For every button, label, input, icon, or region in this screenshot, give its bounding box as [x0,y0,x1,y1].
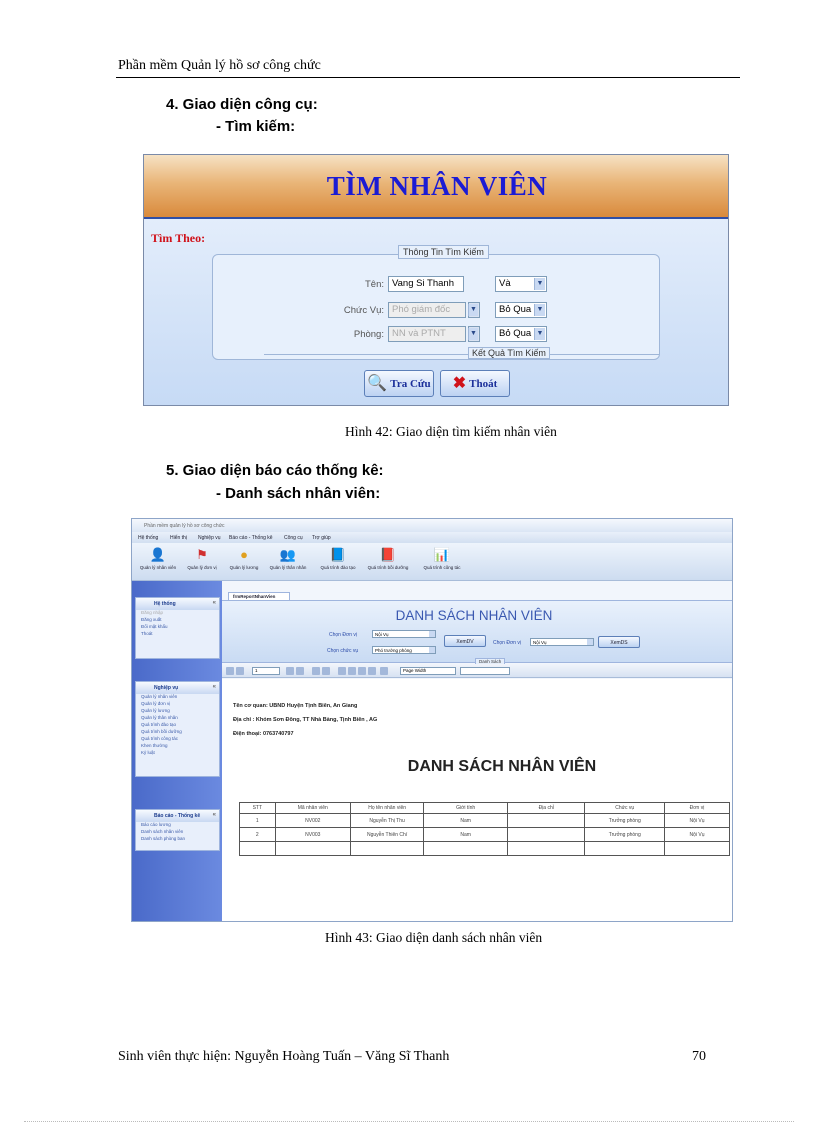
choose-unit2-label: Chọn Đơn vị [493,640,522,646]
name-input[interactable]: Vang Si Thanh [388,276,464,292]
chart-export-icon[interactable] [380,667,388,675]
navigation-sidebar [132,581,222,922]
search-button[interactable] [364,370,434,397]
figure-43-caption: Hình 43: Giao diện danh sách nhân viên [325,930,543,945]
search-info-legend: Thông Tin Tìm Kiếm [398,245,489,259]
col-position: Chức vụ [585,803,665,814]
department-dropdown[interactable] [468,326,480,342]
section-5-heading: 5. Giao diện báo cáo thống kê: [166,462,384,479]
figure-42-caption: Hình 42: Giao diện tìm kiếm nhân viên [345,424,557,439]
toolbar-salary[interactable] [220,545,268,570]
document-header: Phần mềm Quản lý hồ sơ công chức [118,58,321,73]
sidebar-item-exit[interactable]: Thoát [141,631,153,636]
choose-position-select[interactable] [372,646,436,654]
stop-icon[interactable] [322,667,330,675]
cell-employee-id: NV003 [275,828,350,842]
cell-employee-id [275,842,350,856]
menu-hien-thi[interactable]: Hiển thị [170,535,187,541]
cell-address [508,842,585,856]
sidebar-item-login[interactable]: Đăng nhập [141,610,164,615]
sidebar-report-header[interactable] [136,810,219,822]
department-select[interactable]: NN và PTNT [388,326,466,342]
table-row [240,814,730,828]
choose-unit-select[interactable] [372,630,436,638]
cell-full-name: Nguyễn Thiên Chí [350,828,423,842]
sidebar-item-logout[interactable]: Đăng xuất [141,617,162,622]
position-select[interactable]: Phó giám đốc [388,302,466,318]
choose-unit2-select[interactable] [530,638,594,646]
col-address: Địa chỉ [508,803,585,814]
menu-cong-cu[interactable]: Công cụ [284,535,303,541]
next-page-icon[interactable] [286,667,294,675]
sidebar-item-employee-list[interactable]: Danh sách nhân viên [141,829,184,834]
toolbar-units[interactable] [178,545,226,570]
choose-unit2-value: Nội Vụ [533,640,547,645]
prev-page-icon[interactable] [236,667,244,675]
cell-unit: Nội Vụ [665,828,730,842]
chevron-down-icon: ▼ [534,278,545,290]
report-document [222,679,733,922]
chevron-down-icon [429,631,435,637]
exit-button-label: Thoát [469,377,498,390]
sidebar-item-rewards[interactable]: Khen thưởng [141,743,168,748]
chevron-down-icon: ▼ [468,328,478,340]
result-separator [264,354,659,355]
toolbar-employees-label: Quản lý nhân viên [139,565,177,570]
department-label: Phòng: [353,329,384,340]
refresh-icon[interactable] [312,667,320,675]
report-form-title: DANH SÁCH NHÂN VIÊN [395,608,553,623]
cell-position: Trưởng phòng [585,814,665,828]
employee-table [239,802,730,856]
menu-tro-giup[interactable]: Trợ giúp [312,535,331,541]
toolbar-salary-label: Quản lý lương [229,565,259,570]
choose-unit-label: Chọn Đơn vị [329,632,358,638]
choose-unit-value: Nội Vụ [375,632,389,637]
sidebar-business-panel [135,681,220,777]
view-list-button[interactable]: XemDS [598,636,640,648]
last-page-icon[interactable] [296,667,304,675]
col-full-name: Họ tên nhân viên [350,803,423,814]
sidebar-item-fostering[interactable]: Quá trình bồi dưỡng [141,729,182,734]
table-row [240,842,730,856]
person-icon: 👤 [149,547,167,562]
sidebar-item-salary[interactable]: Quản lý lương [141,708,170,713]
people-icon: 👥 [279,547,297,562]
cell-full-name [350,842,423,856]
sidebar-item-employees[interactable]: Quản lý nhân viên [141,694,178,699]
menu-bao-cao[interactable]: Báo cáo - Thống kê [229,535,273,541]
toolbar-work-history-label: Quá trình công tác [423,565,461,570]
print-icon[interactable] [338,667,346,675]
section-5-subheading: - Danh sách nhân viên: [216,485,381,502]
cell-gender: Nam [424,828,508,842]
agency-phone: Điện thoại: 0763740797 [233,731,294,737]
cell-employee-id: NV002 [275,814,350,828]
page-number-input[interactable]: 1 [252,667,280,675]
collapse-icon[interactable]: « [212,812,216,818]
report-viewer-toolbar [222,664,733,678]
cell-address [508,814,585,828]
chevron-down-icon: ▼ [534,304,545,316]
magnifier-person-icon: 🔍 [367,374,388,392]
section-4-heading: 4. Giao diện công cụ: [166,96,318,113]
search-button-label: Tra Cứu [390,377,431,390]
chevron-down-icon [429,647,435,653]
sidebar-system-header[interactable] [136,598,219,610]
sidebar-system-title: Hệ thống [154,601,176,607]
coin-icon: ● [240,547,248,562]
cell-address [508,828,585,842]
section-4-subheading: - Tìm kiếm: [216,118,296,135]
zoom-select[interactable]: Page Width [400,667,456,675]
search-employee-screenshot [143,154,729,406]
sidebar-item-salary-report[interactable]: Báo cáo lương [141,822,171,827]
cell-position: Trưởng phòng [585,828,665,842]
col-gender: Giới tính [424,803,508,814]
sidebar-item-work-history[interactable]: Quá trình công tác [141,736,179,741]
department-operator-value: Bỏ Qua [499,328,532,339]
chevron-down-icon: ▼ [534,328,545,340]
cell-stt: 1 [240,814,276,828]
toolbar-fostering-label: Quá trình bồi dưỡng [367,565,409,570]
toolbar-units-label: Quản lý đơn vị [187,565,217,570]
col-employee-id: Mã nhân viên [275,803,350,814]
report-title: DANH SÁCH NHÂN VIÊN [407,758,597,775]
cell-stt [240,842,276,856]
header-rule [116,77,740,78]
col-unit: Đơn vị [665,803,730,814]
sidebar-business-title: Nghiệp vụ [154,685,179,691]
menu-he-thong[interactable]: Hệ thống [138,535,159,541]
export-icon[interactable] [368,667,376,675]
cell-gender [424,842,508,856]
page-bottom-rule [24,1121,794,1122]
employee-report-screenshot [131,518,733,922]
collapse-icon[interactable]: « [212,684,216,690]
cell-unit [665,842,730,856]
toolbar-fostering[interactable] [364,545,412,570]
book-icon: 📘 [329,547,347,562]
toolbar-work-history[interactable] [418,545,466,570]
view-unit-button[interactable]: XemDV [444,635,486,647]
sidebar-item-training[interactable]: Quá trình đào tạo [141,722,177,727]
page-setup-icon[interactable] [358,667,366,675]
sidebar-item-discipline[interactable]: Kỷ luật [141,750,155,755]
print-layout-icon[interactable] [348,667,356,675]
toolbar-relatives-label: Quản lý thân nhân [269,565,307,570]
cell-unit: Nội Vụ [665,814,730,828]
cell-gender: Nam [424,814,508,828]
position-operator-value: Bỏ Qua [499,304,532,315]
table-row [240,828,730,842]
cell-position [585,842,665,856]
menu-nghiep-vu[interactable]: Nghiệp vụ [198,535,221,541]
position-dropdown[interactable] [468,302,480,318]
find-input[interactable] [460,667,510,675]
col-stt: STT [240,803,276,814]
close-icon: ✖ [452,374,467,392]
cell-full-name: Nguyễn Thị Thu [350,814,423,828]
sidebar-item-change-password[interactable]: Đổi mật khẩu [141,624,168,629]
name-label: Tên: [364,279,384,290]
window-titlebar: Phần mềm quản lý hồ sơ công chức [132,519,733,532]
search-title: TÌM NHÂN VIÊN [326,171,548,201]
chart-icon: 📊 [433,547,451,562]
main-toolbar [132,543,733,581]
sidebar-system-panel [135,597,220,659]
footer-page-number: 70 [692,1049,706,1064]
collapse-icon[interactable]: « [212,600,216,606]
first-page-icon[interactable] [226,667,234,675]
name-operator-select[interactable] [495,276,547,292]
sidebar-item-department-list[interactable]: Danh sách phòng ban [141,836,186,841]
choose-position-value: Phó trưởng phòng [375,648,412,653]
tab-report-employee[interactable]: frmReportNhanVien [228,592,290,601]
sidebar-item-units[interactable]: Quản lý đơn vị [141,701,171,706]
chevron-down-icon: ▼ [468,304,478,316]
books-icon: 📕 [379,547,397,562]
choose-position-label: Chọn chức vụ [327,648,359,654]
flag-icon: ⚑ [196,547,208,562]
sidebar-report-panel [135,809,220,851]
position-operator-select[interactable] [495,302,547,318]
name-operator-value: Và [499,278,511,289]
toolbar-employees[interactable] [134,545,182,570]
agency-address: Địa chỉ : Khóm Sơn Đông, TT Nhà Bàng, Tịnh Biên , AG [233,717,378,723]
search-by-label: Tìm Theo: [151,231,206,245]
sidebar-item-relatives[interactable]: Quản lý thân nhân [141,715,178,720]
toolbar-training[interactable] [314,545,362,570]
chevron-down-icon [587,639,593,645]
position-label: Chức Vụ: [343,305,384,316]
toolbar-relatives[interactable] [264,545,312,570]
menu-bar [132,532,733,543]
cell-stt: 2 [240,828,276,842]
agency-name: Tên cơ quan: UBND Huyện Tịnh Biên, An Giang [233,703,358,709]
sidebar-business-header[interactable] [136,682,219,694]
toolbar-training-label: Quá trình đào tạo [320,565,356,570]
footer-author: Sinh viên thực hiện: Nguyễn Hoàng Tuấn – Văng Sĩ Thanh [118,1049,450,1064]
table-header-row [240,803,730,814]
exit-button[interactable] [440,370,510,397]
department-operator-select[interactable] [495,326,547,342]
search-result-legend: Kết Quả Tìm Kiếm [468,347,550,359]
sidebar-report-title: Báo cáo - Thống kê [154,813,201,819]
list-legend: Danh Sách [475,658,505,665]
